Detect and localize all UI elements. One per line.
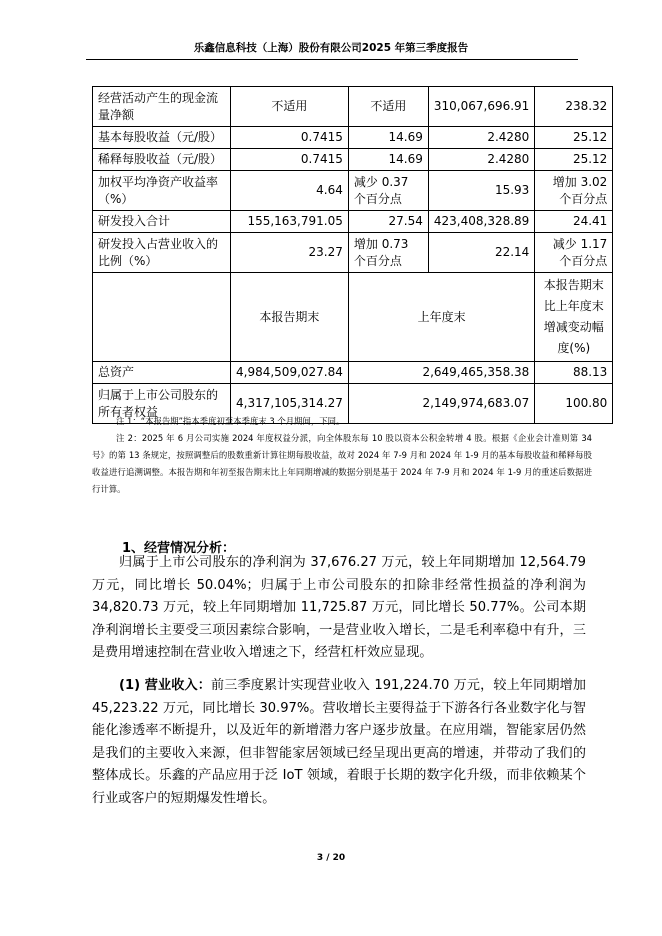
- section-title: 1、经营情况分析：: [122, 541, 236, 556]
- row-label: 研发投入占营业收入的比例（%）: [93, 233, 231, 273]
- cell-value: 不适用: [348, 87, 428, 127]
- table-row: [93, 127, 613, 149]
- cell-value: 310,067,696.91: [428, 87, 534, 127]
- cell-value: 155,163,791.05: [231, 211, 349, 233]
- paragraph-revenue: [92, 675, 586, 810]
- cell-value: 100.80: [535, 384, 613, 424]
- row-label: 经营活动产生的现金流量净额: [93, 87, 231, 127]
- cell-value: 2.4280: [428, 127, 534, 149]
- cell-value: 238.32: [535, 87, 613, 127]
- row-label: 总资产: [93, 362, 231, 384]
- cell-value: 24.41: [535, 211, 613, 233]
- row-label: 基本每股收益（元/股）: [93, 127, 231, 149]
- cell-value: 4.64: [231, 171, 349, 211]
- column-header-change: 本报告期末比上年度末增减变动幅度(%): [535, 273, 613, 362]
- cell-value: 14.69: [348, 127, 428, 149]
- cell-value: 15.93: [428, 171, 534, 211]
- paragraph-text: [92, 675, 586, 810]
- paragraph-net-profit: [92, 552, 586, 665]
- cell-value: 25.12: [535, 127, 613, 149]
- table-row: [93, 211, 613, 233]
- cell-value: 2,649,465,358.38: [348, 362, 534, 384]
- cell-value: 减少 1.17 个百分点: [535, 233, 613, 273]
- row-label: 稀释每股收益（元/股）: [93, 149, 231, 171]
- header-divider: [86, 59, 578, 60]
- cell-value: 增加 3.02 个百分点: [535, 171, 613, 211]
- note-2: 注 2：2025 年 6 月公司实施 2024 年度权益分派，向全体股东每 10 股以资本公积金转增 4 股。根据《企业会计准则第 34 号》的第 13 条规定，按照调整后的股数重新计算往期每股收益，故对 2024 年 7-9 月和 2024 年 1-9 月的基本每股收益和稀释每股收益进行追溯调整。本报告期和年初至报告期末比上年同期增减的数据分别是基于 2024 年 7-9 月和 2024 年 1-9 月的重述后数据进行计算。: [92, 433, 592, 494]
- table-row: [93, 233, 613, 273]
- column-header-period-end: 本报告期末: [231, 273, 349, 362]
- cell-value: 0.7415: [231, 127, 349, 149]
- row-label: 归属于上市公司股东的所有者权益: [93, 384, 231, 424]
- empty-header-cell: [93, 273, 231, 362]
- paragraph-lead-label: (1) 营业收入：: [119, 678, 212, 693]
- table-notes: [92, 413, 592, 498]
- row-label: 加权平均净资产收益率（%）: [93, 171, 231, 211]
- cell-value: 0.7415: [231, 149, 349, 171]
- financial-table: [92, 86, 613, 424]
- paragraph-text: 归属于上市公司股东的净利润为 37,676.27 万元，较上年同期增加 12,564.79 万元，同比增长 50.04%；归属于上市公司股东的扣除非经常性损益的净利润为 34,820.73 万元，较上年同期增加 11,725.87 万元，同比增长 50.77%。公司本期净利润增长主要受三项因素综合影响，一是营业收入增长，二是毛利率稳中有升，三是费用增速控制在营业收入增速之下，经营杠杆效应显现。: [92, 555, 586, 660]
- table-row: [93, 87, 613, 127]
- row-label: 研发投入合计: [93, 211, 231, 233]
- table-row: [93, 171, 613, 211]
- cell-value: 88.13: [535, 362, 613, 384]
- page-header: 乐鑫信息科技（上海）股份有限公司2025 年第三季度报告: [193, 42, 469, 54]
- cell-value: 2.4280: [428, 149, 534, 171]
- note-1: 注 1：“本报告期”指本季度初至本季度末 3 个月期间，下同。: [116, 416, 345, 426]
- column-header-prior-year-end: 上年度末: [348, 273, 534, 362]
- cell-value: 增加 0.73 个百分点: [348, 233, 428, 273]
- cell-value: 4,317,105,314.27: [231, 384, 349, 424]
- cell-value: 减少 0.37 个百分点: [348, 171, 428, 211]
- table-row: [93, 149, 613, 171]
- paragraph-body: 前三季度累计实现营业收入 191,224.70 万元，较上年同期增加 45,223.22 万元，同比增长 30.97%。营收增长主要得益于下游各行各业数字化与智能化渗透率不断提升，以及近年的新增潜力客户逐步放量。在应用端，智能家居仍然是我们的主要收入来源，但非智能家居领域已经呈现出更高的增速，并带动了我们的整体成长。乐鑫的产品应用于泛 IoT 领域，着眼于长期的数字化升级，而非依赖某个行业或客户的短期爆发性增长。: [92, 678, 586, 806]
- cell-value: 423,408,328.89: [428, 211, 534, 233]
- cell-value: 4,984,509,027.84: [231, 362, 349, 384]
- cell-value: 22.14: [428, 233, 534, 273]
- cell-value: 不适用: [231, 87, 349, 127]
- table-row: [93, 362, 613, 384]
- table-header-row: [93, 273, 613, 362]
- page-number: 3 / 20: [316, 853, 346, 863]
- cell-value: 14.69: [348, 149, 428, 171]
- cell-value: 25.12: [535, 149, 613, 171]
- cell-value: 27.54: [348, 211, 428, 233]
- cell-value: 23.27: [231, 233, 349, 273]
- cell-value: 2,149,974,683.07: [348, 384, 534, 424]
